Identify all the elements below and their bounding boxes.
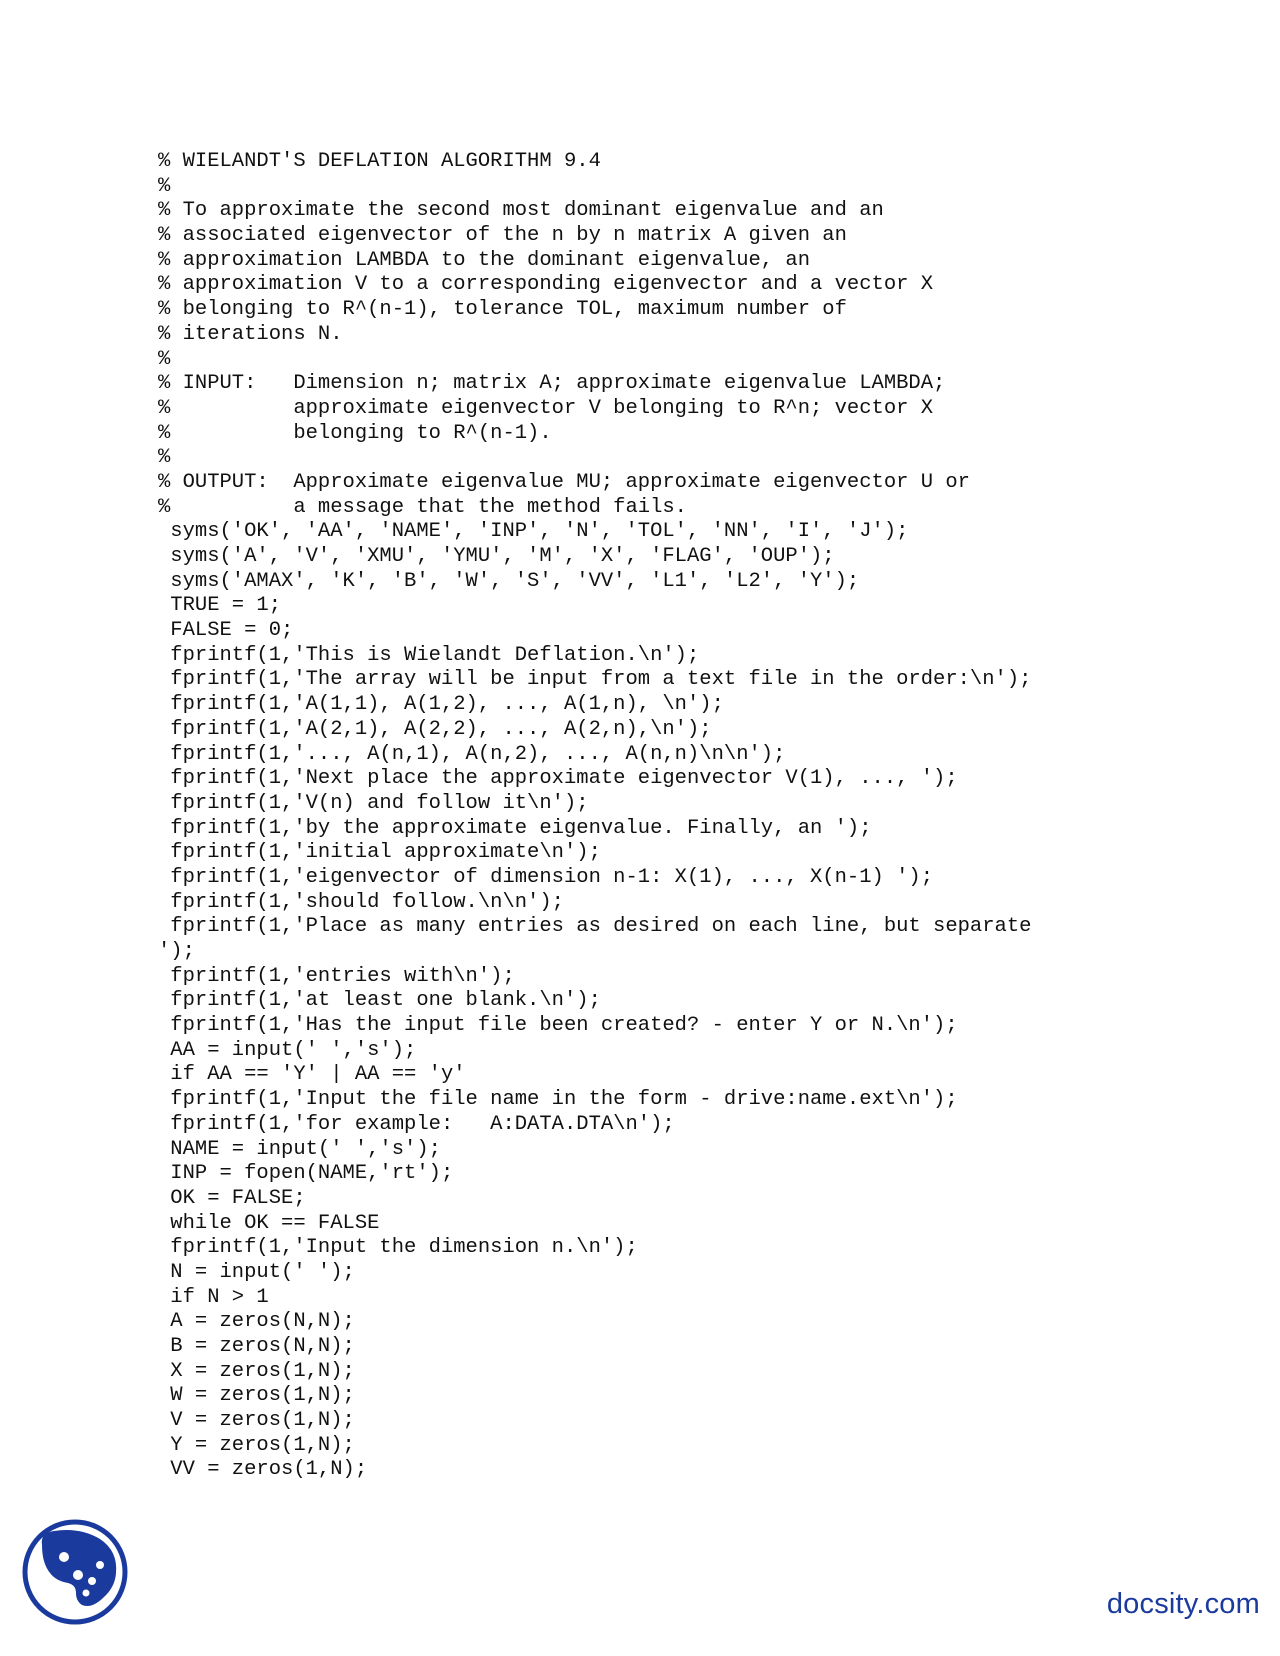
code-line: syms('AMAX', 'K', 'B', 'W', 'S', 'VV', 'L1', 'L2', 'Y'); bbox=[158, 569, 860, 593]
code-line: '); bbox=[158, 940, 195, 963]
docsity-logo-icon bbox=[20, 1517, 130, 1627]
code-line: Y = zeros(1,N); bbox=[158, 1433, 355, 1457]
code-line: % a message that the method fails. bbox=[158, 495, 687, 519]
code-line: % bbox=[158, 347, 171, 371]
code-line: while OK == FALSE bbox=[158, 1211, 380, 1235]
code-line: % belonging to R^(n-1), tolerance TOL, maximum number of bbox=[158, 298, 847, 322]
code-listing bbox=[158, 150, 1031, 1483]
code-line: FALSE = 0; bbox=[158, 619, 294, 643]
code-line: fprintf(1,'A(2,1), A(2,2), ..., A(2,n),\n'); bbox=[158, 717, 712, 741]
code-line: A = zeros(N,N); bbox=[158, 1310, 355, 1334]
code-line: fprintf(1,'The array will be input from a text file in the order:\n'); bbox=[158, 668, 1032, 692]
code-line: NAME = input(' ','s'); bbox=[158, 1137, 441, 1161]
code-line: % approximation LAMBDA to the dominant eigenvalue, an bbox=[158, 248, 811, 272]
code-line: % bbox=[158, 446, 171, 470]
code-line: % WIELANDT'S DEFLATION ALGORITHM 9.4 bbox=[158, 150, 601, 173]
code-line: % INPUT: Dimension n; matrix A; approximate eigenvalue LAMBDA; bbox=[158, 372, 946, 396]
code-line: fprintf(1,'V(n) and follow it\n'); bbox=[158, 791, 589, 815]
code-line: fprintf(1,'Next place the approximate eigenvector V(1), ..., '); bbox=[158, 767, 958, 791]
code-line: INP = fopen(NAME,'rt'); bbox=[158, 1162, 454, 1186]
code-line: % To approximate the second most dominant eigenvalue and an bbox=[158, 199, 884, 223]
code-line: B = zeros(N,N); bbox=[158, 1335, 355, 1358]
code-line: % bbox=[158, 174, 171, 198]
code-line: syms('OK', 'AA', 'NAME', 'INP', 'N', 'TOL', 'NN', 'I', 'J'); bbox=[158, 520, 909, 544]
code-line: fprintf(1,'eigenvector of dimension n-1: X(1), ..., X(n-1) '); bbox=[158, 865, 934, 889]
code-line: N = input(' '); bbox=[158, 1260, 355, 1284]
code-line: fprintf(1,'entries with\n'); bbox=[158, 964, 515, 988]
code-line: % belonging to R^(n-1). bbox=[158, 421, 552, 445]
code-line: fprintf(1,'Input the dimension n.\n'); bbox=[158, 1236, 638, 1260]
code-line: V = zeros(1,N); bbox=[158, 1409, 355, 1433]
code-line: % iterations N. bbox=[158, 322, 343, 346]
code-line: fprintf(1,'..., A(n,1), A(n,2), ..., A(n,n)\n\n'); bbox=[158, 742, 786, 766]
code-line: AA = input(' ','s'); bbox=[158, 1038, 417, 1062]
code-line: fprintf(1,'A(1,1), A(1,2), ..., A(1,n), \n'); bbox=[158, 693, 724, 717]
code-line: fprintf(1,'Place as many entries as desired on each line, but separate bbox=[158, 915, 1032, 939]
code-line: fprintf(1,'This is Wielandt Deflation.\n'); bbox=[158, 643, 700, 667]
code-line: % associated eigenvector of the n by n matrix A given an bbox=[158, 224, 847, 248]
code-line: fprintf(1,'initial approximate\n'); bbox=[158, 841, 601, 865]
code-line: % OUTPUT: Approximate eigenvalue MU; approximate eigenvector U or bbox=[158, 470, 970, 494]
code-line: fprintf(1,'for example: A:DATA.DTA\n'); bbox=[158, 1112, 675, 1136]
code-line: W = zeros(1,N); bbox=[158, 1384, 355, 1408]
code-line: % approximate eigenvector V belonging to R^n; vector X bbox=[158, 396, 934, 420]
code-line: fprintf(1,'Has the input file been created? - enter Y or N.\n'); bbox=[158, 1014, 958, 1038]
code-line: syms('A', 'V', 'XMU', 'YMU', 'M', 'X', 'FLAG', 'OUP'); bbox=[158, 545, 835, 568]
docsity-brand-link[interactable]: docsity.com bbox=[1106, 1588, 1260, 1620]
code-line: % approximation V to a corresponding eigenvector and a vector X bbox=[158, 273, 934, 297]
code-line: fprintf(1,'at least one blank.\n'); bbox=[158, 989, 601, 1013]
code-line: fprintf(1,'by the approximate eigenvalue. Finally, an '); bbox=[158, 816, 872, 840]
code-line: if N > 1 bbox=[158, 1285, 269, 1309]
code-line: OK = FALSE; bbox=[158, 1186, 306, 1210]
code-line: fprintf(1,'Input the file name in the form - drive:name.ext\n'); bbox=[158, 1088, 958, 1112]
code-line: if AA == 'Y' | AA == 'y' bbox=[158, 1063, 466, 1087]
code-line: X = zeros(1,N); bbox=[158, 1359, 355, 1383]
code-line: VV = zeros(1,N); bbox=[158, 1458, 368, 1482]
code-line: fprintf(1,'should follow.\n\n'); bbox=[158, 890, 564, 914]
code-line: TRUE = 1; bbox=[158, 594, 282, 618]
